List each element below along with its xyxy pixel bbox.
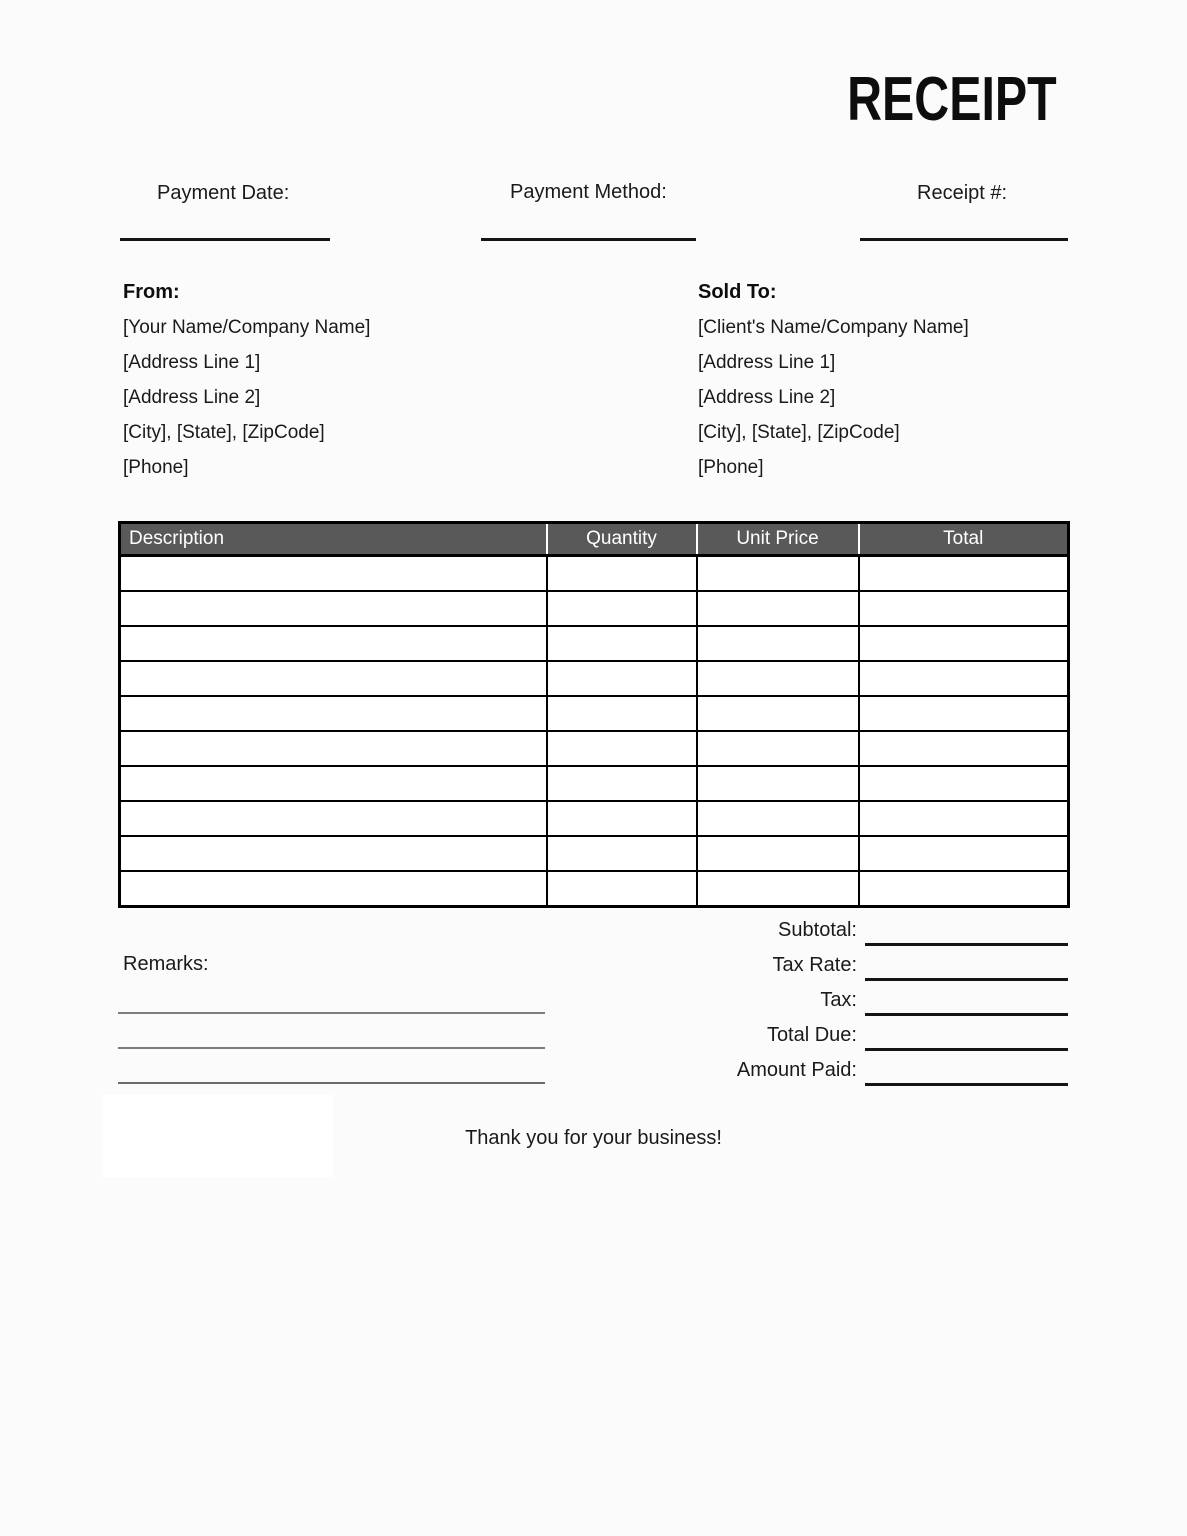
tax-rate-label: Tax Rate:: [772, 954, 857, 976]
tax-row: [600, 983, 1068, 1018]
item-cell-unit-price[interactable]: [697, 836, 859, 871]
client-address1-placeholder[interactable]: [Address Line 1]: [698, 352, 836, 373]
item-cell-unit-price[interactable]: [697, 591, 859, 626]
item-cell-quantity[interactable]: [547, 731, 697, 766]
item-cell-unit-price[interactable]: [697, 696, 859, 731]
item-cell-description[interactable]: [120, 836, 547, 871]
item-cell-quantity[interactable]: [547, 661, 697, 696]
item-cell-quantity[interactable]: [547, 801, 697, 836]
from-phone-placeholder[interactable]: [Phone]: [123, 457, 189, 478]
client-city-placeholder[interactable]: [City], [State], [ZipCode]: [698, 422, 900, 443]
item-cell-unit-price[interactable]: [697, 801, 859, 836]
total-due-label: Total Due:: [766, 1024, 857, 1046]
item-row: [120, 556, 1069, 592]
amount-paid-label: Amount Paid:: [736, 1059, 857, 1081]
client-name-placeholder[interactable]: [Client's Name/Company Name]: [698, 317, 969, 338]
subtotal-row: [600, 913, 1068, 948]
item-row: [120, 591, 1069, 626]
client-phone-placeholder[interactable]: [Phone]: [698, 457, 764, 478]
item-row: [120, 696, 1069, 731]
payment-date-label: Payment Date:: [157, 182, 290, 204]
item-row: [120, 766, 1069, 801]
item-row: [120, 731, 1069, 766]
receipt-number-label: Receipt #:: [917, 182, 1008, 204]
payment-method-label: Payment Method:: [510, 181, 667, 203]
receipt-number-field[interactable]: [860, 238, 1068, 241]
item-cell-quantity[interactable]: [547, 836, 697, 871]
item-cell-total[interactable]: [859, 731, 1069, 766]
item-row: [120, 661, 1069, 696]
item-cell-total[interactable]: [859, 836, 1069, 871]
from-heading: From:: [123, 281, 180, 303]
item-cell-total[interactable]: [859, 696, 1069, 731]
tax-rate-field[interactable]: [865, 978, 1068, 981]
item-cell-total[interactable]: [859, 591, 1069, 626]
item-row: [120, 836, 1069, 871]
item-cell-total[interactable]: [859, 871, 1069, 907]
item-cell-unit-price[interactable]: [697, 556, 859, 592]
col-header-total: Total: [859, 523, 1069, 556]
item-row: [120, 871, 1069, 907]
item-cell-quantity[interactable]: [547, 626, 697, 661]
from-name-placeholder[interactable]: [Your Name/Company Name]: [123, 317, 371, 338]
remarks-label: Remarks:: [123, 953, 209, 975]
col-header-unit-price: Unit Price: [697, 523, 859, 556]
col-header-quantity: Quantity: [547, 523, 697, 556]
tax-field[interactable]: [865, 1013, 1068, 1016]
thank-you-note: Thank you for your business!: [465, 1127, 722, 1149]
from-address2-placeholder[interactable]: [Address Line 2]: [123, 387, 261, 408]
remarks-field-line-2[interactable]: [118, 1047, 545, 1049]
items-table: [118, 521, 1070, 908]
item-cell-unit-price[interactable]: [697, 871, 859, 907]
remarks-field-line-1[interactable]: [118, 1012, 545, 1014]
items-table-header-row: [120, 523, 1069, 556]
payment-date-field[interactable]: [120, 238, 330, 241]
item-cell-quantity[interactable]: [547, 696, 697, 731]
item-cell-description[interactable]: [120, 626, 547, 661]
item-cell-unit-price[interactable]: [697, 661, 859, 696]
item-cell-unit-price[interactable]: [697, 766, 859, 801]
col-header-description: Description: [120, 523, 547, 556]
item-cell-quantity[interactable]: [547, 556, 697, 592]
item-row: [120, 626, 1069, 661]
item-row: [120, 801, 1069, 836]
item-cell-description[interactable]: [120, 696, 547, 731]
amount-paid-field[interactable]: [865, 1083, 1068, 1086]
from-city-placeholder[interactable]: [City], [State], [ZipCode]: [123, 422, 325, 443]
tax-rate-row: [600, 948, 1068, 983]
item-cell-quantity[interactable]: [547, 871, 697, 907]
item-cell-total[interactable]: [859, 801, 1069, 836]
item-cell-total[interactable]: [859, 626, 1069, 661]
item-cell-total[interactable]: [859, 556, 1069, 592]
totals-section: [600, 913, 1068, 1088]
subtotal-field[interactable]: [865, 943, 1068, 946]
page-title: RECEIPT: [847, 65, 1057, 134]
client-address2-placeholder[interactable]: [Address Line 2]: [698, 387, 836, 408]
from-section: [123, 275, 370, 485]
item-cell-total[interactable]: [859, 661, 1069, 696]
item-cell-unit-price[interactable]: [697, 626, 859, 661]
sold-to-section: [698, 275, 969, 485]
amount-paid-row: [600, 1053, 1068, 1088]
item-cell-quantity[interactable]: [547, 591, 697, 626]
total-due-field[interactable]: [865, 1048, 1068, 1051]
remarks-field-line-3[interactable]: [118, 1082, 545, 1084]
item-cell-quantity[interactable]: [547, 766, 697, 801]
item-cell-description[interactable]: [120, 661, 547, 696]
item-cell-description[interactable]: [120, 731, 547, 766]
tax-label: Tax:: [820, 989, 857, 1011]
item-cell-total[interactable]: [859, 766, 1069, 801]
item-cell-description[interactable]: [120, 871, 547, 907]
sold-to-heading: Sold To:: [698, 281, 777, 303]
payment-method-field[interactable]: [481, 238, 696, 241]
from-address1-placeholder[interactable]: [Address Line 1]: [123, 352, 261, 373]
item-cell-description[interactable]: [120, 766, 547, 801]
total-due-row: [600, 1018, 1068, 1053]
subtotal-label: Subtotal:: [778, 919, 857, 941]
item-cell-description[interactable]: [120, 556, 547, 592]
item-cell-description[interactable]: [120, 801, 547, 836]
item-cell-unit-price[interactable]: [697, 731, 859, 766]
item-cell-description[interactable]: [120, 591, 547, 626]
